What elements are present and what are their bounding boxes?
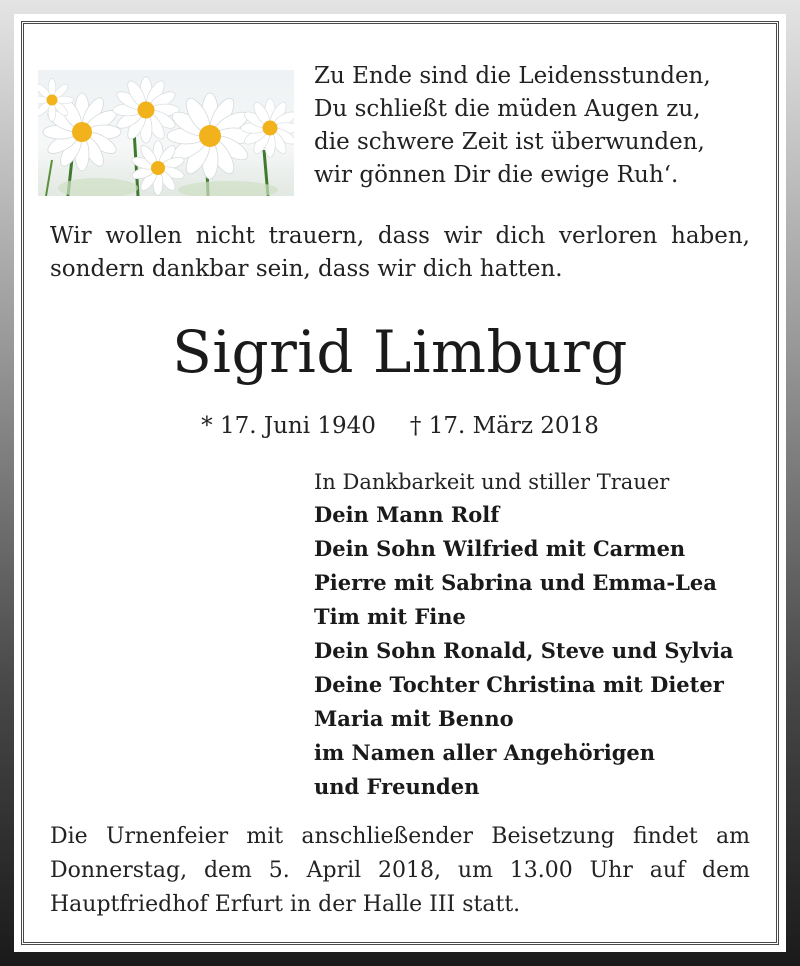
mourner-name: Dein Sohn Ronald, Steve und Sylvia	[314, 638, 734, 663]
mourners-list	[314, 498, 774, 804]
mourner-name: im Namen aller Angehörigen	[314, 740, 656, 765]
death-date: † 17. März 2018	[409, 413, 599, 439]
funeral-notice	[50, 820, 750, 922]
mourner-name: Pierre mit Sabrina und Emma-Lea	[314, 570, 717, 595]
deceased-name: Sigrid Limburg	[172, 318, 628, 386]
mourners-lead: In Dankbarkeit und stiller Trauer	[314, 470, 670, 494]
poem-line: die schwere Zeit ist überwunden,	[314, 129, 705, 155]
mourner-name: Dein Mann Rolf	[314, 502, 500, 527]
mourner-name: Dein Sohn Wilfried mit Carmen	[314, 536, 686, 561]
mourners-block	[314, 466, 774, 804]
notice-line: Donnerstag, dem 5. April 2018, um 13.00 Uhr auf dem	[50, 858, 750, 883]
poem-line: wir gönnen Dir die ewige Ruh‘.	[314, 162, 679, 188]
poem-line: Zu Ende sind die Leidensstunden,	[314, 63, 711, 89]
obituary-card	[14, 14, 786, 952]
birth-date: * 17. Juni 1940	[201, 413, 376, 439]
notice-line: Hauptfriedhof Erfurt in der Halle III statt.	[50, 892, 521, 917]
mourner-name: Deine Tochter Christina mit Dieter	[314, 672, 724, 697]
daisy-flowers-image	[38, 70, 294, 196]
mourner-name: Tim mit Fine	[314, 604, 466, 629]
intro-line: Wir wollen nicht trauern, dass wir dich verloren haben,	[50, 223, 750, 249]
intro-line: sondern dankbar sein, dass wir dich hatten.	[50, 256, 563, 282]
poem-verse	[314, 60, 774, 192]
mourner-name: und Freunden	[314, 774, 480, 799]
poem-line: Du schließt die müden Augen zu,	[314, 96, 701, 122]
life-dates	[14, 410, 786, 442]
notice-line: Die Urnenfeier mit anschließender Beisetzung findet am	[50, 824, 750, 849]
mourner-name: Maria mit Benno	[314, 706, 514, 731]
intro-quote	[50, 220, 750, 286]
